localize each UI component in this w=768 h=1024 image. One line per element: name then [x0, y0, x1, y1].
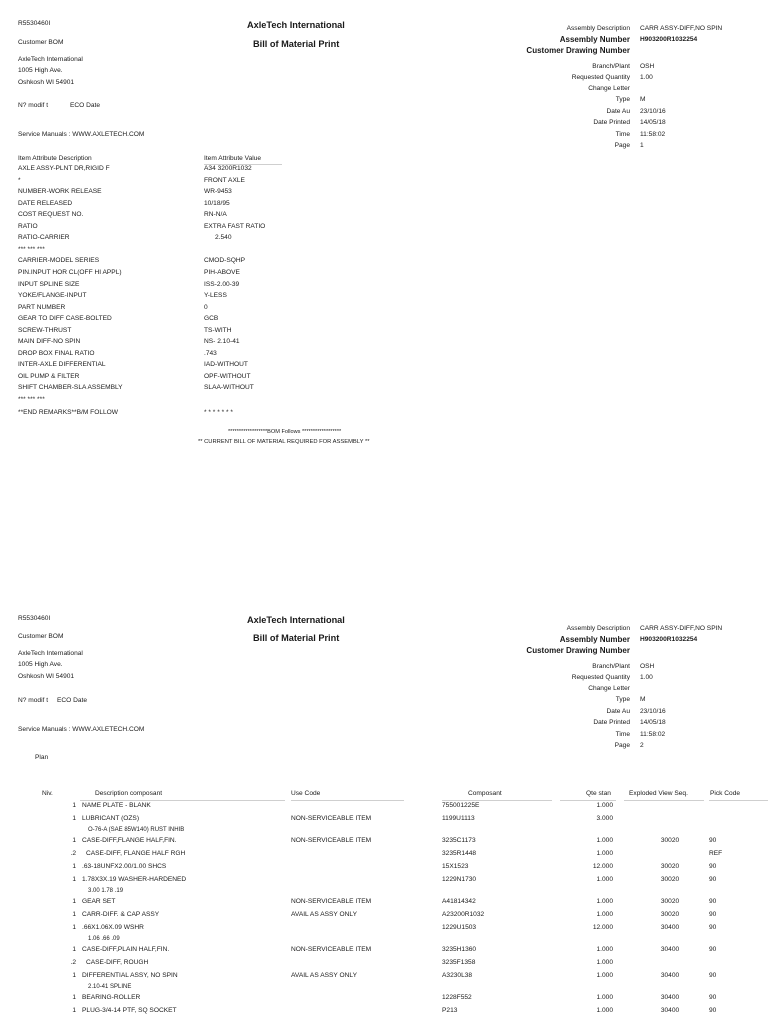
field-value: CARR ASSY-DIFF,NO SPIN — [640, 25, 723, 32]
component-number: 3235R1448 — [442, 850, 477, 857]
field-value: 11:58:02 — [640, 131, 666, 138]
bom-row — [0, 864, 768, 877]
quantity: 1.000 — [596, 875, 613, 883]
attribute-value: GCB — [204, 315, 219, 323]
pick-code: 90 — [709, 923, 717, 931]
address-line-3: Oshkosh WI 54901 — [18, 79, 75, 86]
field-label: Type — [615, 96, 630, 103]
component-description: PLUG-3/4-14 PTF, SQ SOCKET — [82, 1006, 177, 1014]
field-label: Time — [615, 131, 630, 138]
exploded-view-seq: 30020 — [660, 875, 680, 883]
attribute-row — [0, 316, 300, 328]
pick-code: 90 — [709, 862, 717, 870]
exploded-view-seq: 30020 — [660, 898, 680, 905]
field-label: Change Letter — [588, 85, 630, 92]
bom-row-subtext — [0, 936, 400, 945]
company-title: AxleTech International — [247, 20, 345, 30]
field-label: Assembly Description — [566, 25, 630, 32]
bom-row — [0, 995, 768, 1008]
component-subtext: 2.10-41 SPLINE — [88, 983, 132, 990]
right-fields — [0, 0, 768, 160]
field-value-p2: H903200R1032254 — [640, 636, 698, 643]
field-value: OSH — [640, 63, 655, 70]
col-use-code: Use Code — [291, 790, 321, 797]
bom-row — [0, 851, 768, 864]
desc-header-underline — [80, 800, 285, 801]
use-code: AVAIL AS ASSY ONLY — [291, 971, 357, 979]
attribute-row — [0, 189, 300, 201]
modif-label-p2: N? modif t — [18, 697, 49, 704]
report-id: R5530460I — [18, 20, 51, 27]
field-value-p2: 2 — [640, 742, 644, 749]
service-manuals: Service Manuals : WWW.AXLETECH.COM — [18, 131, 145, 138]
bom-row — [0, 899, 768, 912]
customer-bom-label: Customer BOM — [18, 39, 64, 46]
bom-row-subtext — [0, 888, 400, 897]
attribute-row — [0, 397, 300, 409]
attribute-desc: DATE RELEASED — [18, 199, 73, 207]
attribute-value: CMOD-SQHP — [204, 257, 246, 265]
field-value-p2: CARR ASSY-DIFF,NO SPIN — [640, 625, 723, 632]
component-number: A3230L38 — [442, 971, 473, 979]
component-number: A23200R1032 — [442, 910, 485, 918]
component-description: .63-18UNFX2.00/1.00 SHCS — [82, 862, 167, 870]
col-composant: Composant — [468, 790, 502, 797]
quantity: 12.000 — [592, 862, 613, 870]
col-description: Description composant — [95, 790, 163, 797]
attribute-value: * * * * * * * — [204, 408, 233, 416]
field-label-p2: Time — [615, 731, 630, 738]
attribute-desc: SCREW-THRUST — [18, 326, 72, 334]
exploded-view-seq: 30400 — [660, 923, 680, 931]
component-description: BEARING-ROLLER — [82, 994, 141, 1001]
exploded-view-seq: 30020 — [660, 910, 680, 918]
exploded-view-seq: 30400 — [660, 994, 680, 1001]
use-code: AVAIL AS ASSY ONLY — [291, 910, 357, 918]
address-line-1: AxleTech International — [18, 56, 83, 63]
component-description: CASE-DIFF, FLANGE HALF RGH — [86, 850, 186, 857]
attribute-row — [0, 166, 300, 178]
col-qte-stan: Qte stan — [586, 790, 611, 797]
component-number: 3235C1173 — [442, 837, 476, 845]
field-value-p2: 11:58:02 — [640, 731, 666, 738]
pick-code: 90 — [709, 910, 717, 918]
component-description: GEAR SET — [82, 898, 116, 905]
attribute-desc: YOKE/FLANGE-INPUT — [18, 292, 87, 300]
attribute-desc: MAIN DIFF-NO SPIN — [18, 338, 81, 346]
field-label-p2: Assembly Number — [559, 635, 630, 644]
exploded-view-seq: 30400 — [660, 971, 680, 979]
col-pick-code: Pick Code — [710, 790, 741, 797]
eco-date-label-p2: ECO Date — [57, 697, 88, 704]
component-subtext: 3.00 1.78 .19 — [88, 887, 124, 894]
exploded-view-seq: 30400 — [660, 1006, 680, 1014]
quantity: 3.000 — [596, 814, 613, 822]
level: 1 — [72, 837, 76, 845]
field-label-p2: Date Au — [606, 708, 630, 715]
attribute-value: ISS-2.00-39 — [204, 280, 240, 288]
attribute-value: .743 — [204, 349, 217, 357]
pick-code: 90 — [709, 994, 717, 1001]
comp-header-underline — [442, 800, 552, 801]
service-manuals-p2: Service Manuals : WWW.AXLETECH.COM — [18, 726, 145, 733]
level: .2 — [70, 958, 76, 966]
customer-bom-label-p2: Customer BOM — [18, 633, 64, 640]
component-number: 1229N1730 — [442, 875, 477, 883]
attribute-value: 2.540 — [215, 234, 232, 242]
exploded-view-seq: 30020 — [660, 837, 680, 845]
attribute-desc: INPUT SPLINE SIZE — [18, 280, 80, 288]
component-number: P213 — [442, 1006, 458, 1014]
field-value-p2: 14/05/18 — [640, 719, 666, 726]
field-value: H903200R1032254 — [640, 36, 698, 43]
doc-title: Bill of Material Print — [253, 39, 340, 49]
bom-row — [0, 947, 768, 960]
attribute-value: Y-LESS — [204, 292, 227, 300]
attribute-desc: GEAR TO DIFF CASE-BOLTED — [18, 315, 112, 323]
field-label-p2: Assembly Description — [566, 625, 630, 632]
component-subtext: 1.06 .66 .09 — [88, 935, 120, 942]
attribute-row — [0, 385, 300, 397]
field-value-p2: 23/10/16 — [640, 708, 666, 715]
component-description: 1.78X3X.19 WASHER-HARDENED — [82, 875, 187, 883]
level: 1 — [72, 875, 76, 883]
use-code: NON-SERVICEABLE ITEM — [291, 898, 372, 905]
attribute-value: TS-WITH — [204, 326, 232, 334]
attribute-row — [0, 293, 300, 305]
quantity: 1.000 — [596, 910, 613, 918]
field-label-p2: Page — [614, 742, 630, 749]
component-number: 3235F1358 — [442, 958, 476, 966]
component-description: CASE-DIFF, ROUGH — [86, 958, 149, 966]
address-line-2-p2: 1005 High Ave. — [18, 661, 63, 668]
level: 1 — [72, 910, 76, 918]
field-label-p2: Customer Drawing Number — [526, 646, 630, 655]
field-value: M — [640, 96, 646, 103]
attr-col-value: Item Attribute Value — [204, 155, 262, 162]
attribute-row — [0, 235, 300, 247]
attribute-value: OPF-WITHOUT — [204, 372, 251, 380]
field-value-p2: M — [640, 696, 646, 703]
use-code: NON-SERVICEABLE ITEM — [291, 946, 372, 953]
pick-header-underline — [709, 800, 768, 801]
col-niv: Niv. — [42, 790, 53, 797]
field-label-p2: Change Letter — [588, 685, 630, 692]
level: .2 — [70, 850, 76, 857]
col-exploded-view-seq: Exploded View Seq. — [629, 790, 688, 797]
attribute-desc: **END REMARKS**B/M FOLLOW — [18, 408, 119, 416]
exploded-view-seq: 30020 — [660, 862, 680, 870]
current-required: ** CURRENT BILL OF MATERIAL REQUIRED FOR ASSEMBLY ** — [198, 439, 370, 445]
component-description: CASE-DIFF,FLANGE HALF,FIN. — [82, 837, 177, 845]
company-title-p2: AxleTech International — [247, 615, 345, 625]
address-line-2: 1005 High Ave. — [18, 67, 63, 74]
address-line-1-p2: AxleTech International — [18, 650, 83, 657]
component-description: CARR-DIFF. & CAP ASSY — [82, 910, 160, 918]
bom-row — [0, 960, 768, 973]
field-label-p2: Branch/Plant — [592, 663, 630, 670]
field-value-p2: 1.00 — [640, 674, 653, 681]
level: 1 — [72, 923, 76, 931]
quantity: 1.000 — [596, 850, 613, 857]
field-label-p2: Type — [615, 696, 630, 703]
quantity: 1.000 — [596, 958, 613, 966]
pick-code: REF — [709, 850, 723, 857]
level: 1 — [72, 898, 76, 905]
seq-header-underline — [624, 800, 704, 801]
attribute-desc: NUMBER-WORK RELEASE — [18, 188, 102, 196]
attribute-list — [0, 166, 300, 426]
field-label: Date Printed — [593, 119, 630, 126]
field-label-p2: Requested Quantity — [571, 674, 630, 681]
quantity: 1.000 — [596, 802, 613, 809]
bom-row — [0, 912, 768, 925]
level: 1 — [72, 862, 76, 870]
pick-code: 90 — [709, 1006, 717, 1014]
field-value: 14/05/18 — [640, 119, 666, 126]
quantity: 1.000 — [596, 971, 613, 979]
level: 1 — [72, 994, 76, 1001]
pick-code: 90 — [709, 898, 717, 905]
attribute-desc: RATIO — [18, 222, 38, 230]
attribute-desc: OIL PUMP & FILTER — [18, 372, 80, 380]
attribute-desc: RATIO-CARRIER — [18, 234, 70, 242]
attribute-value: 0 — [204, 303, 208, 311]
attribute-value: SLAA-WITHOUT — [204, 384, 254, 392]
component-number: 1229U1503 — [442, 923, 477, 931]
component-description: CASE-DIFF,PLAIN HALF,FIN. — [82, 946, 170, 953]
field-label: Page — [614, 142, 630, 149]
attribute-desc: INTER-AXLE DIFFERENTIAL — [18, 361, 106, 369]
level: 1 — [72, 802, 76, 809]
field-label: Date Au — [606, 108, 630, 115]
attribute-desc: PART NUMBER — [18, 303, 66, 311]
field-label-p2: Date Printed — [593, 719, 630, 726]
attribute-value: RN-N/A — [204, 211, 227, 219]
component-number: A41814342 — [442, 898, 476, 905]
bom-table-body — [0, 803, 768, 1024]
attribute-desc: AXLE ASSY-PLNT DR,RIGID F — [18, 165, 110, 172]
pick-code: 90 — [709, 971, 717, 979]
component-description: LUBRICANT (OZS) — [82, 814, 140, 822]
quantity: 1.000 — [596, 837, 613, 845]
component-description: DIFFERENTIAL ASSY, NO SPIN — [82, 971, 178, 979]
component-subtext: O-76-A (SAE 85W140) RUST INHIB — [88, 827, 185, 834]
component-description: .66X1.06X.09 WSHR — [82, 923, 144, 931]
attribute-desc: DROP BOX FINAL RATIO — [18, 349, 95, 357]
field-label: Branch/Plant — [592, 63, 630, 70]
bom-row — [0, 803, 768, 816]
quantity: 12.000 — [592, 923, 613, 931]
bom-row-subtext — [0, 827, 400, 836]
field-label: Requested Quantity — [571, 74, 630, 81]
exploded-view-seq: 30400 — [660, 946, 680, 953]
component-number: 15X1523 — [442, 862, 469, 870]
doc-title-p2: Bill of Material Print — [253, 633, 340, 643]
use-header-underline — [291, 800, 404, 801]
field-value: 1 — [640, 142, 644, 149]
pick-code: 90 — [709, 837, 717, 845]
qty-header-underline — [560, 800, 616, 801]
attribute-row — [0, 410, 300, 422]
use-code: NON-SERVICEABLE ITEM — [291, 814, 372, 822]
quantity: 1.000 — [596, 898, 613, 905]
attribute-desc: SHIFT CHAMBER-SLA ASSEMBLY — [18, 384, 123, 392]
pick-code: 90 — [709, 946, 717, 953]
field-value-p2: OSH — [640, 663, 655, 670]
right-fields-p2 — [0, 600, 768, 760]
plan-label: Plan — [35, 754, 49, 761]
field-value: 23/10/16 — [640, 108, 666, 115]
pick-code: 90 — [709, 875, 717, 883]
attribute-value: FRONT AXLE — [204, 176, 245, 184]
attribute-desc: *** *** *** — [18, 245, 45, 253]
attribute-value: 10/18/95 — [204, 199, 230, 207]
attr-col-desc: Item Attribute Description — [18, 155, 92, 162]
component-number: 1228F552 — [442, 994, 472, 1001]
eco-date-label: ECO Date — [70, 102, 101, 109]
attribute-row — [0, 270, 300, 282]
attribute-value: IAD-WITHOUT — [204, 361, 248, 369]
field-label: Customer Drawing Number — [526, 46, 630, 55]
component-number: 1199U1113 — [442, 814, 475, 822]
attribute-value: WR-9453 — [204, 188, 232, 196]
level: 1 — [72, 946, 76, 953]
attribute-desc: PIN.INPUT HOR CL(OFF HI APPL) — [18, 268, 122, 276]
bom-row — [0, 1008, 768, 1021]
attribute-desc: CARRIER-MODEL SERIES — [18, 257, 100, 265]
bom-follows: ******************BOM Follows ****************** — [228, 429, 342, 435]
bom-row-subtext — [0, 984, 400, 993]
attribute-desc: * — [18, 176, 21, 184]
address-line-3-p2: Oshkosh WI 54901 — [18, 673, 75, 680]
attribute-value: PIH-ABOVE — [204, 268, 240, 276]
quantity: 1.000 — [596, 946, 613, 953]
level: 1 — [72, 971, 76, 979]
attribute-value: NS- 2.10-41 — [204, 338, 240, 346]
attribute-value: A34 3200R1032 — [204, 165, 252, 172]
level: 1 — [72, 1006, 76, 1014]
report-id-p2: R5530460I — [18, 615, 51, 622]
component-number: 3235H1360 — [442, 946, 477, 953]
modif-label: N? modif t — [18, 102, 49, 109]
quantity: 1.000 — [596, 994, 613, 1001]
field-value: 1.00 — [640, 74, 653, 81]
attribute-desc: COST REQUEST NO. — [18, 211, 84, 219]
field-label: Assembly Number — [559, 35, 630, 44]
use-code: NON-SERVICEABLE ITEM — [291, 837, 372, 845]
level: 1 — [72, 814, 76, 822]
component-number: 755001225E — [442, 802, 480, 809]
attribute-value: EXTRA FAST RATIO — [204, 222, 266, 230]
component-description: NAME PLATE - BLANK — [82, 802, 151, 809]
attribute-desc: *** *** *** — [18, 396, 45, 403]
quantity: 1.000 — [596, 1006, 613, 1014]
